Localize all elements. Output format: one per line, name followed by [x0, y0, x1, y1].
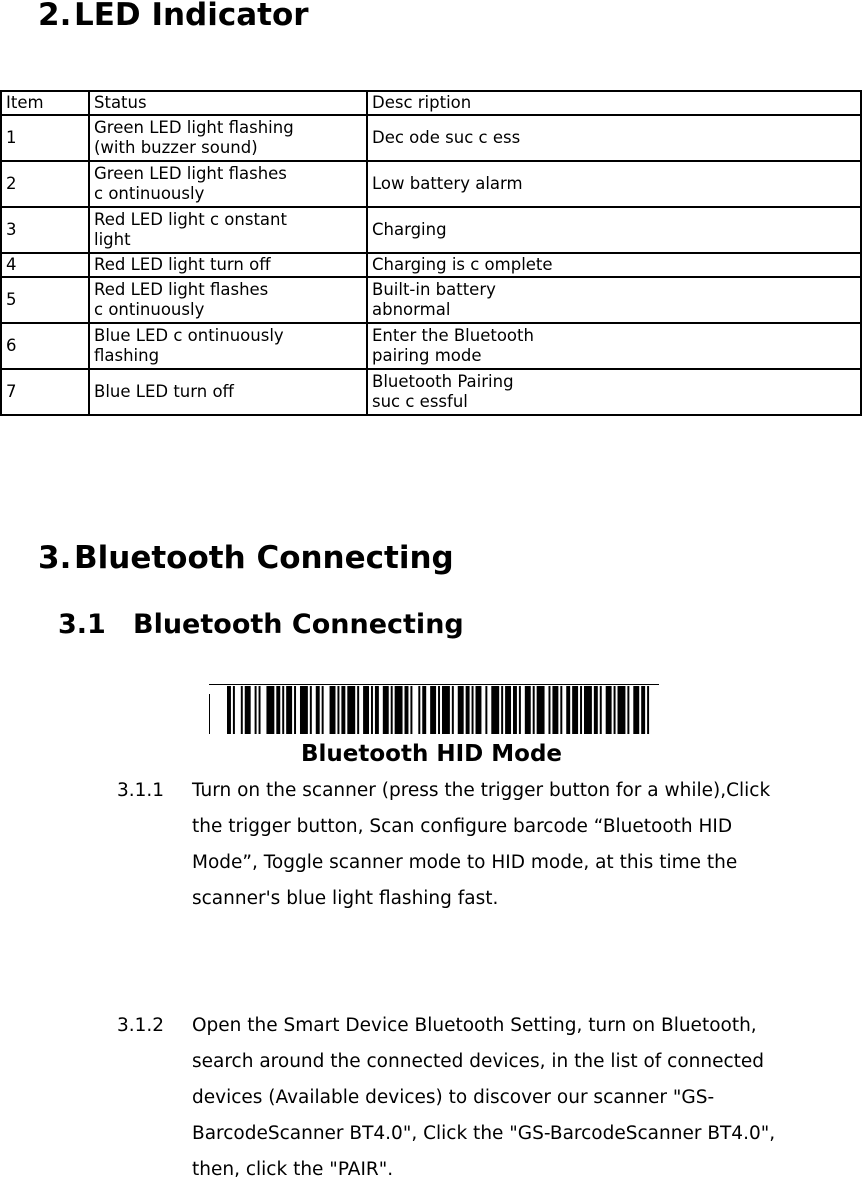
barcode-bar — [641, 686, 645, 734]
cell-status — [89, 323, 367, 369]
barcode-bar — [633, 686, 639, 734]
paragraph-line: Open the Smart Device Bluetooth Setting, turn on Bluetooth, — [192, 1015, 757, 1036]
paragraph-line: Turn on the scanner (press the trigger button for a while),Click — [192, 780, 771, 801]
barcode-bar — [580, 686, 582, 734]
status-line: Green LED light flashing — [94, 118, 294, 137]
led-indicator-table — [0, 90, 862, 416]
paragraph-3-1-2 — [117, 1008, 863, 1188]
barcode-bar — [600, 686, 602, 734]
section-heading-bluetooth-connecting — [38, 540, 454, 576]
barcode-bar — [560, 686, 562, 734]
status-line: flashing — [94, 346, 160, 365]
barcode-bar — [418, 686, 420, 734]
cell-description — [367, 115, 861, 161]
barcode-bar — [438, 686, 440, 734]
status-line: Blue LED turn off — [94, 382, 234, 401]
barcode-bar — [458, 686, 464, 734]
cell-description — [367, 161, 861, 207]
table-header-row — [1, 91, 861, 115]
barcode-bar — [241, 686, 243, 734]
barcode-bar — [255, 686, 257, 734]
section-number: 2. — [38, 0, 72, 33]
status-line: Green LED light flashes — [94, 164, 287, 183]
barcode-bar — [566, 686, 570, 734]
cell-status — [89, 115, 367, 161]
status-line: Blue LED c ontinuously — [94, 326, 284, 345]
description-line: abnormal — [372, 300, 451, 319]
description-line: Low battery alarm — [372, 174, 523, 193]
barcode-bar — [537, 686, 545, 734]
cell-status — [89, 253, 367, 277]
barcode-bar — [501, 686, 503, 734]
barcode-bar — [233, 686, 235, 734]
barcode-bar — [383, 686, 389, 734]
barcode-bar — [276, 686, 280, 734]
description-line: Charging — [372, 220, 447, 239]
barcode-bar — [245, 686, 251, 734]
barcode-bar — [513, 686, 517, 734]
description-line: suc c essful — [372, 392, 468, 411]
barcode-bar — [294, 686, 296, 734]
barcode-bar — [300, 686, 308, 734]
cell-description — [367, 369, 861, 415]
table-row — [1, 323, 861, 369]
barcode-bar — [472, 686, 474, 734]
paragraph-line: scanner's blue light flashing fast. — [192, 888, 499, 909]
table-row — [1, 253, 861, 277]
table-row — [1, 161, 861, 207]
cell-item: 5 — [1, 277, 89, 323]
barcode-bar — [341, 686, 345, 734]
cell-item: 6 — [1, 323, 89, 369]
bluetooth-hid-mode-barcode — [209, 684, 659, 734]
barcode-bar — [282, 686, 284, 734]
barcode-bar — [572, 686, 578, 734]
paragraph-line: Mode”, Toggle scanner mode to HID mode, at this time the — [192, 852, 738, 873]
barcode-bar — [347, 686, 355, 734]
barcode-bar — [363, 686, 369, 734]
status-line: c ontinuously — [94, 184, 205, 203]
barcode-bar — [371, 686, 373, 734]
paragraph-text — [192, 1008, 863, 1188]
barcode-bar — [519, 686, 521, 734]
cell-item: 3 — [1, 207, 89, 253]
barcode-bar — [618, 686, 626, 734]
barcode-bar — [316, 686, 320, 734]
barcode-bar — [395, 686, 403, 734]
paragraph-line: search around the connected devices, in the list of connected — [192, 1051, 765, 1072]
table-row — [1, 369, 861, 415]
cell-status — [89, 277, 367, 323]
barcode-bar — [485, 686, 487, 734]
cell-description — [367, 207, 861, 253]
led-table-body — [1, 91, 861, 415]
barcode-bar — [614, 686, 616, 734]
cell-item: 2 — [1, 161, 89, 207]
status-line: Red LED light turn off — [94, 255, 271, 274]
paragraph-line: BarcodeScanner BT4.0", Click the "GS-BarcodeScanner BT4.0", — [192, 1123, 776, 1144]
paragraph-line: then, click the "PAIR". — [192, 1159, 394, 1180]
status-line: light — [94, 230, 131, 249]
barcode-bar — [452, 686, 454, 734]
header-description: Desc ription — [367, 91, 861, 115]
cell-description — [367, 323, 861, 369]
subsection-title: Bluetooth Connecting — [133, 609, 464, 640]
barcode-bar — [627, 686, 629, 734]
header-status: Status — [89, 91, 367, 115]
barcode-bar — [405, 686, 409, 734]
status-line: (with buzzer sound) — [94, 138, 258, 157]
description-line: pairing mode — [372, 346, 482, 365]
barcode-bar — [266, 686, 274, 734]
barcode-bar — [330, 686, 336, 734]
barcode-edge — [209, 694, 210, 734]
barcode-bar — [647, 686, 649, 734]
barcode-bar — [430, 686, 436, 734]
section-title: Bluetooth Connecting — [74, 540, 454, 576]
cell-status — [89, 207, 367, 253]
barcode-bar — [322, 686, 324, 734]
paragraph-text — [192, 773, 863, 917]
barcode-bar — [357, 686, 359, 734]
barcode-bar — [310, 686, 312, 734]
paragraph-line: the trigger button, Scan configure barcode “Bluetooth HID — [192, 816, 733, 837]
barcode-bar — [594, 686, 598, 734]
barcode-bar — [227, 686, 231, 734]
description-line: Enter the Bluetooth — [372, 326, 534, 345]
cell-status — [89, 161, 367, 207]
table-row — [1, 115, 861, 161]
description-line: Dec ode suc c ess — [372, 128, 521, 147]
header-item: Item — [1, 91, 89, 115]
table-row — [1, 277, 861, 323]
barcode-bar — [476, 686, 482, 734]
barcode-bar — [491, 686, 499, 734]
barcode-bar — [391, 686, 393, 734]
barcode-bar — [259, 686, 261, 734]
paragraph-number: 3.1.2 — [117, 1015, 165, 1036]
subsection-number: 3.1 — [58, 609, 106, 640]
section-title: LED Indicator — [74, 0, 309, 33]
barcode-bar — [442, 686, 450, 734]
barcode-bar — [410, 686, 412, 734]
barcode-bar — [375, 686, 379, 734]
barcode-bar — [525, 686, 531, 734]
barcode-label: Bluetooth HID Mode — [300, 741, 563, 767]
status-line: Red LED light c onstant — [94, 210, 287, 229]
barcode-bar — [466, 686, 470, 734]
cell-item: 7 — [1, 369, 89, 415]
barcode-bar — [552, 686, 558, 734]
cell-description — [367, 253, 861, 277]
barcode-bar — [533, 686, 535, 734]
table-row — [1, 207, 861, 253]
barcode-bar — [286, 686, 292, 734]
paragraph-3-1-1 — [117, 773, 863, 917]
section-number: 3. — [38, 540, 72, 576]
barcode-bar — [584, 686, 592, 734]
description-line: Bluetooth Pairing — [372, 372, 514, 391]
description-line: Charging is c omplete — [372, 255, 553, 274]
section-heading-led-indicator — [38, 0, 309, 33]
barcode-bar — [505, 686, 511, 734]
cell-item: 1 — [1, 115, 89, 161]
status-line: c ontinuously — [94, 300, 205, 319]
paragraph-line: devices (Available devices) to discover our scanner "GS- — [192, 1087, 715, 1108]
description-line: Built-in battery — [372, 280, 496, 299]
cell-item: 4 — [1, 253, 89, 277]
subsection-heading-bluetooth-connecting — [58, 609, 464, 641]
cell-description — [367, 277, 861, 323]
cell-status — [89, 369, 367, 415]
barcode-bar — [606, 686, 612, 734]
barcode-bar — [422, 686, 426, 734]
status-line: Red LED light flashes — [94, 280, 269, 299]
paragraph-number: 3.1.1 — [117, 780, 165, 801]
barcode-bar — [548, 686, 550, 734]
barcode-bar — [337, 686, 339, 734]
